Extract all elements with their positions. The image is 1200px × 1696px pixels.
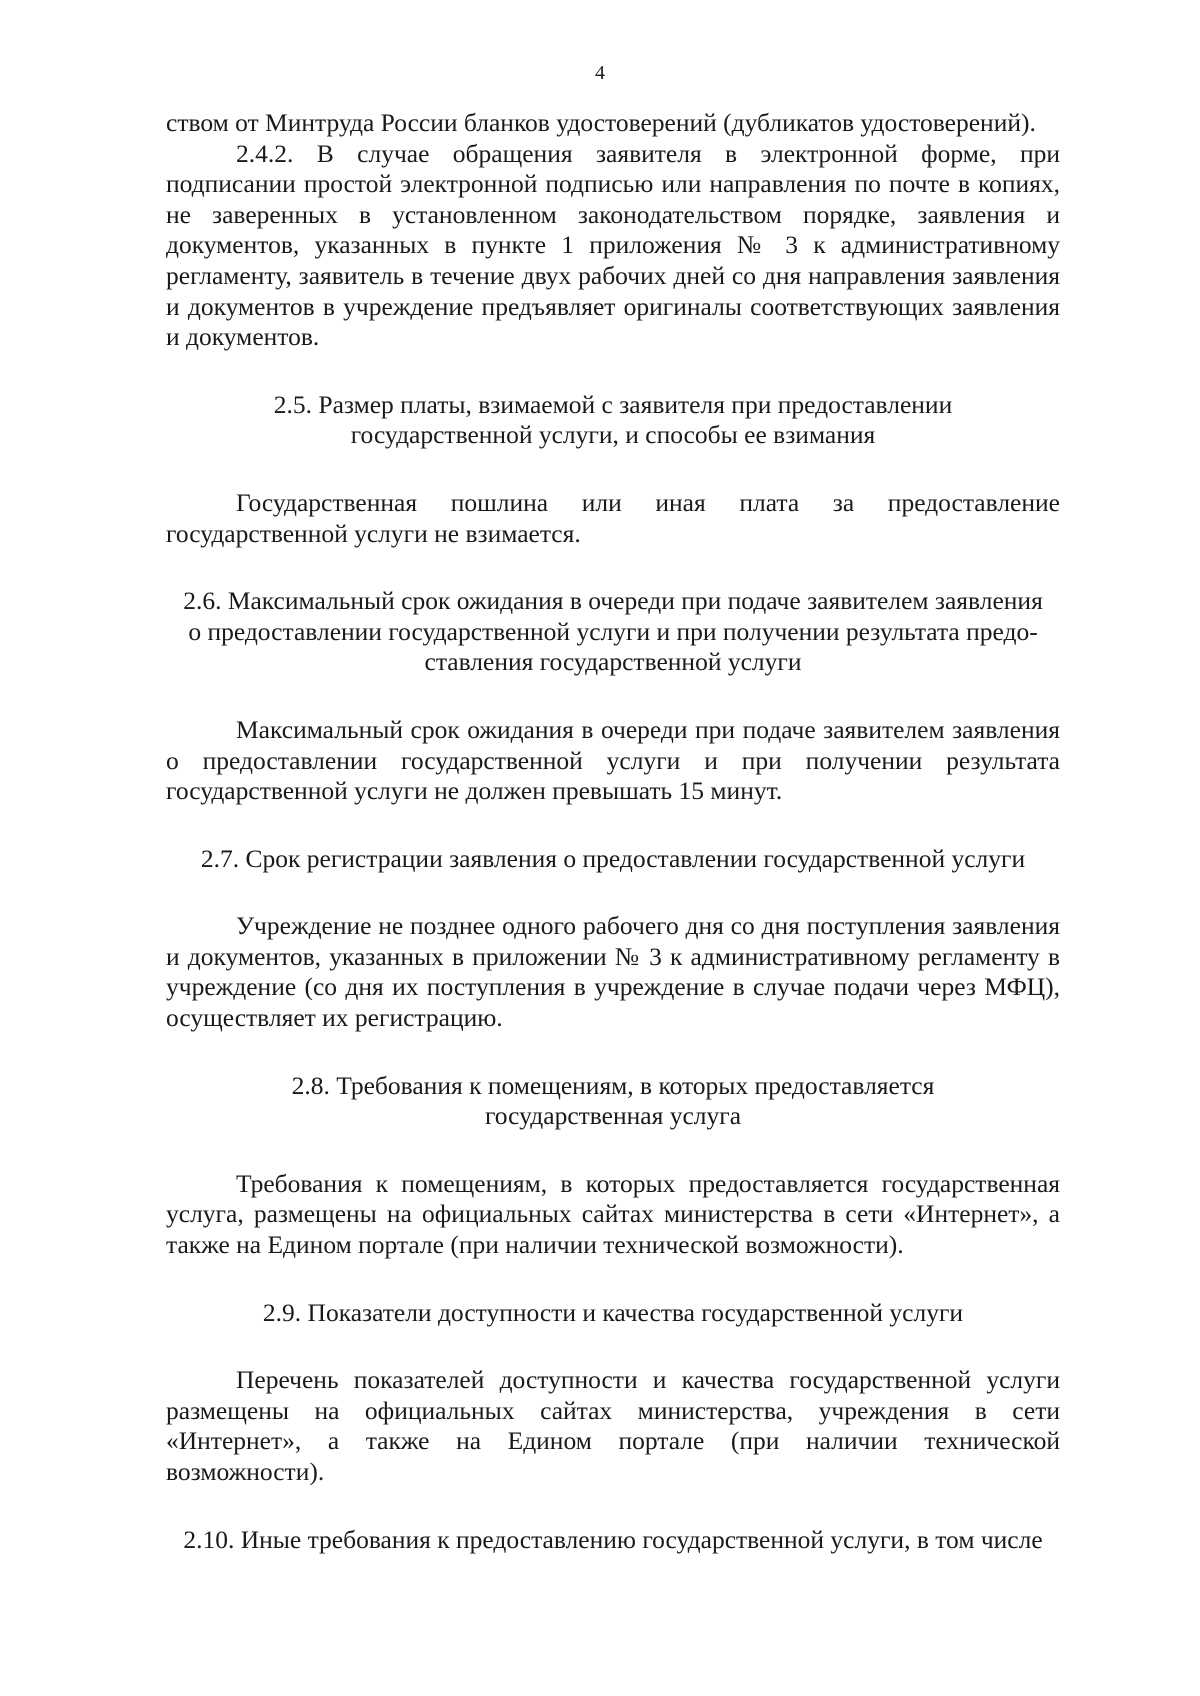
heading-2-6 [166,586,1060,678]
heading-2-5 [166,390,1060,451]
page-number: 4 [595,62,605,84]
paragraph-2-7: Учреждение не позднее одного рабочего дня со дня поступления заявления и документов, указанных в приложении № 3 к административному регламенту в учреждение (со дня их поступления в учреждение в случае подачи через МФЦ), осуществляет их регистрацию. [166,911,1060,1033]
paragraph-2-9: Перечень показателей доступности и качества государственной услуги размещены на официальных сайтах министерства, учреждения в сети «Интернет», а также на Едином портале (при наличии технической возможности). [166,1365,1060,1486]
paragraph-2-8: Требования к помещениям, в которых предоставляется государственная услуга, размещены на официальных сайтах министерства в сети «Интернет», а также на Едином портале (при наличии технической возможности). [166,1168,1060,1260]
heading-2-10: 2.10. Иные требования к предоставлению государственной услуги, в том числе [183,1524,1043,1554]
heading-2-9: 2.9. Показатели доступности и качества государственной услуги [262,1297,964,1327]
heading-2-6-line-1: 2.6. Максимальный срок ожидания в очереди при подаче заявителем заявления [183,586,1043,616]
heading-2-8-line-1: 2.8. Требования к помещениям, в которых предоставляется [291,1070,935,1100]
heading-2-8 [166,1071,1060,1132]
heading-2-6-line-3: ставления государственной услуги [424,647,802,677]
paragraph-2-5: Государственная пошлина или иная плата за предоставление государственной услуги не взимается. [166,487,1060,548]
heading-2-6-line-2: о предоставлении государственной услуги и при получении результата предо- [188,616,1038,646]
heading-2-7: 2.7. Срок регистрации заявления о предоставлении государственной услуги [200,843,1026,873]
heading-2-8-line-2: государственная услуга [484,1101,742,1131]
paragraph-continuation: ством от Минтруда России бланков удостоверений (дубликатов удостоверений). [166,108,1036,137]
paragraph-2-4-2: 2.4.2. В случае обращения заявителя в электронной форме, при подписании простой электронной подписью или направления по почте в копиях, не заверенных в установленном законодательством порядке, заявления и документов, указанных в пункте 1 приложения № 3 к административному регламенту, заявитель в течение двух рабочих дней со дня направления заявления и документов в учреждение предъявляет оригиналы соответствующих заявления и документов. [166,138,1060,352]
heading-2-5-line-2: государственной услуги, и способы ее взимания [350,420,876,450]
document-body [166,108,1060,1555]
paragraph-2-6: Максимальный срок ожидания в очереди при подаче заявителем заявления о предоставлении государственной услуги и при получении результата государственной услуги не должен превышать 15 минут. [166,714,1060,806]
heading-2-5-line-1: 2.5. Размер платы, взимаемой с заявителя при предоставлении [273,389,953,419]
